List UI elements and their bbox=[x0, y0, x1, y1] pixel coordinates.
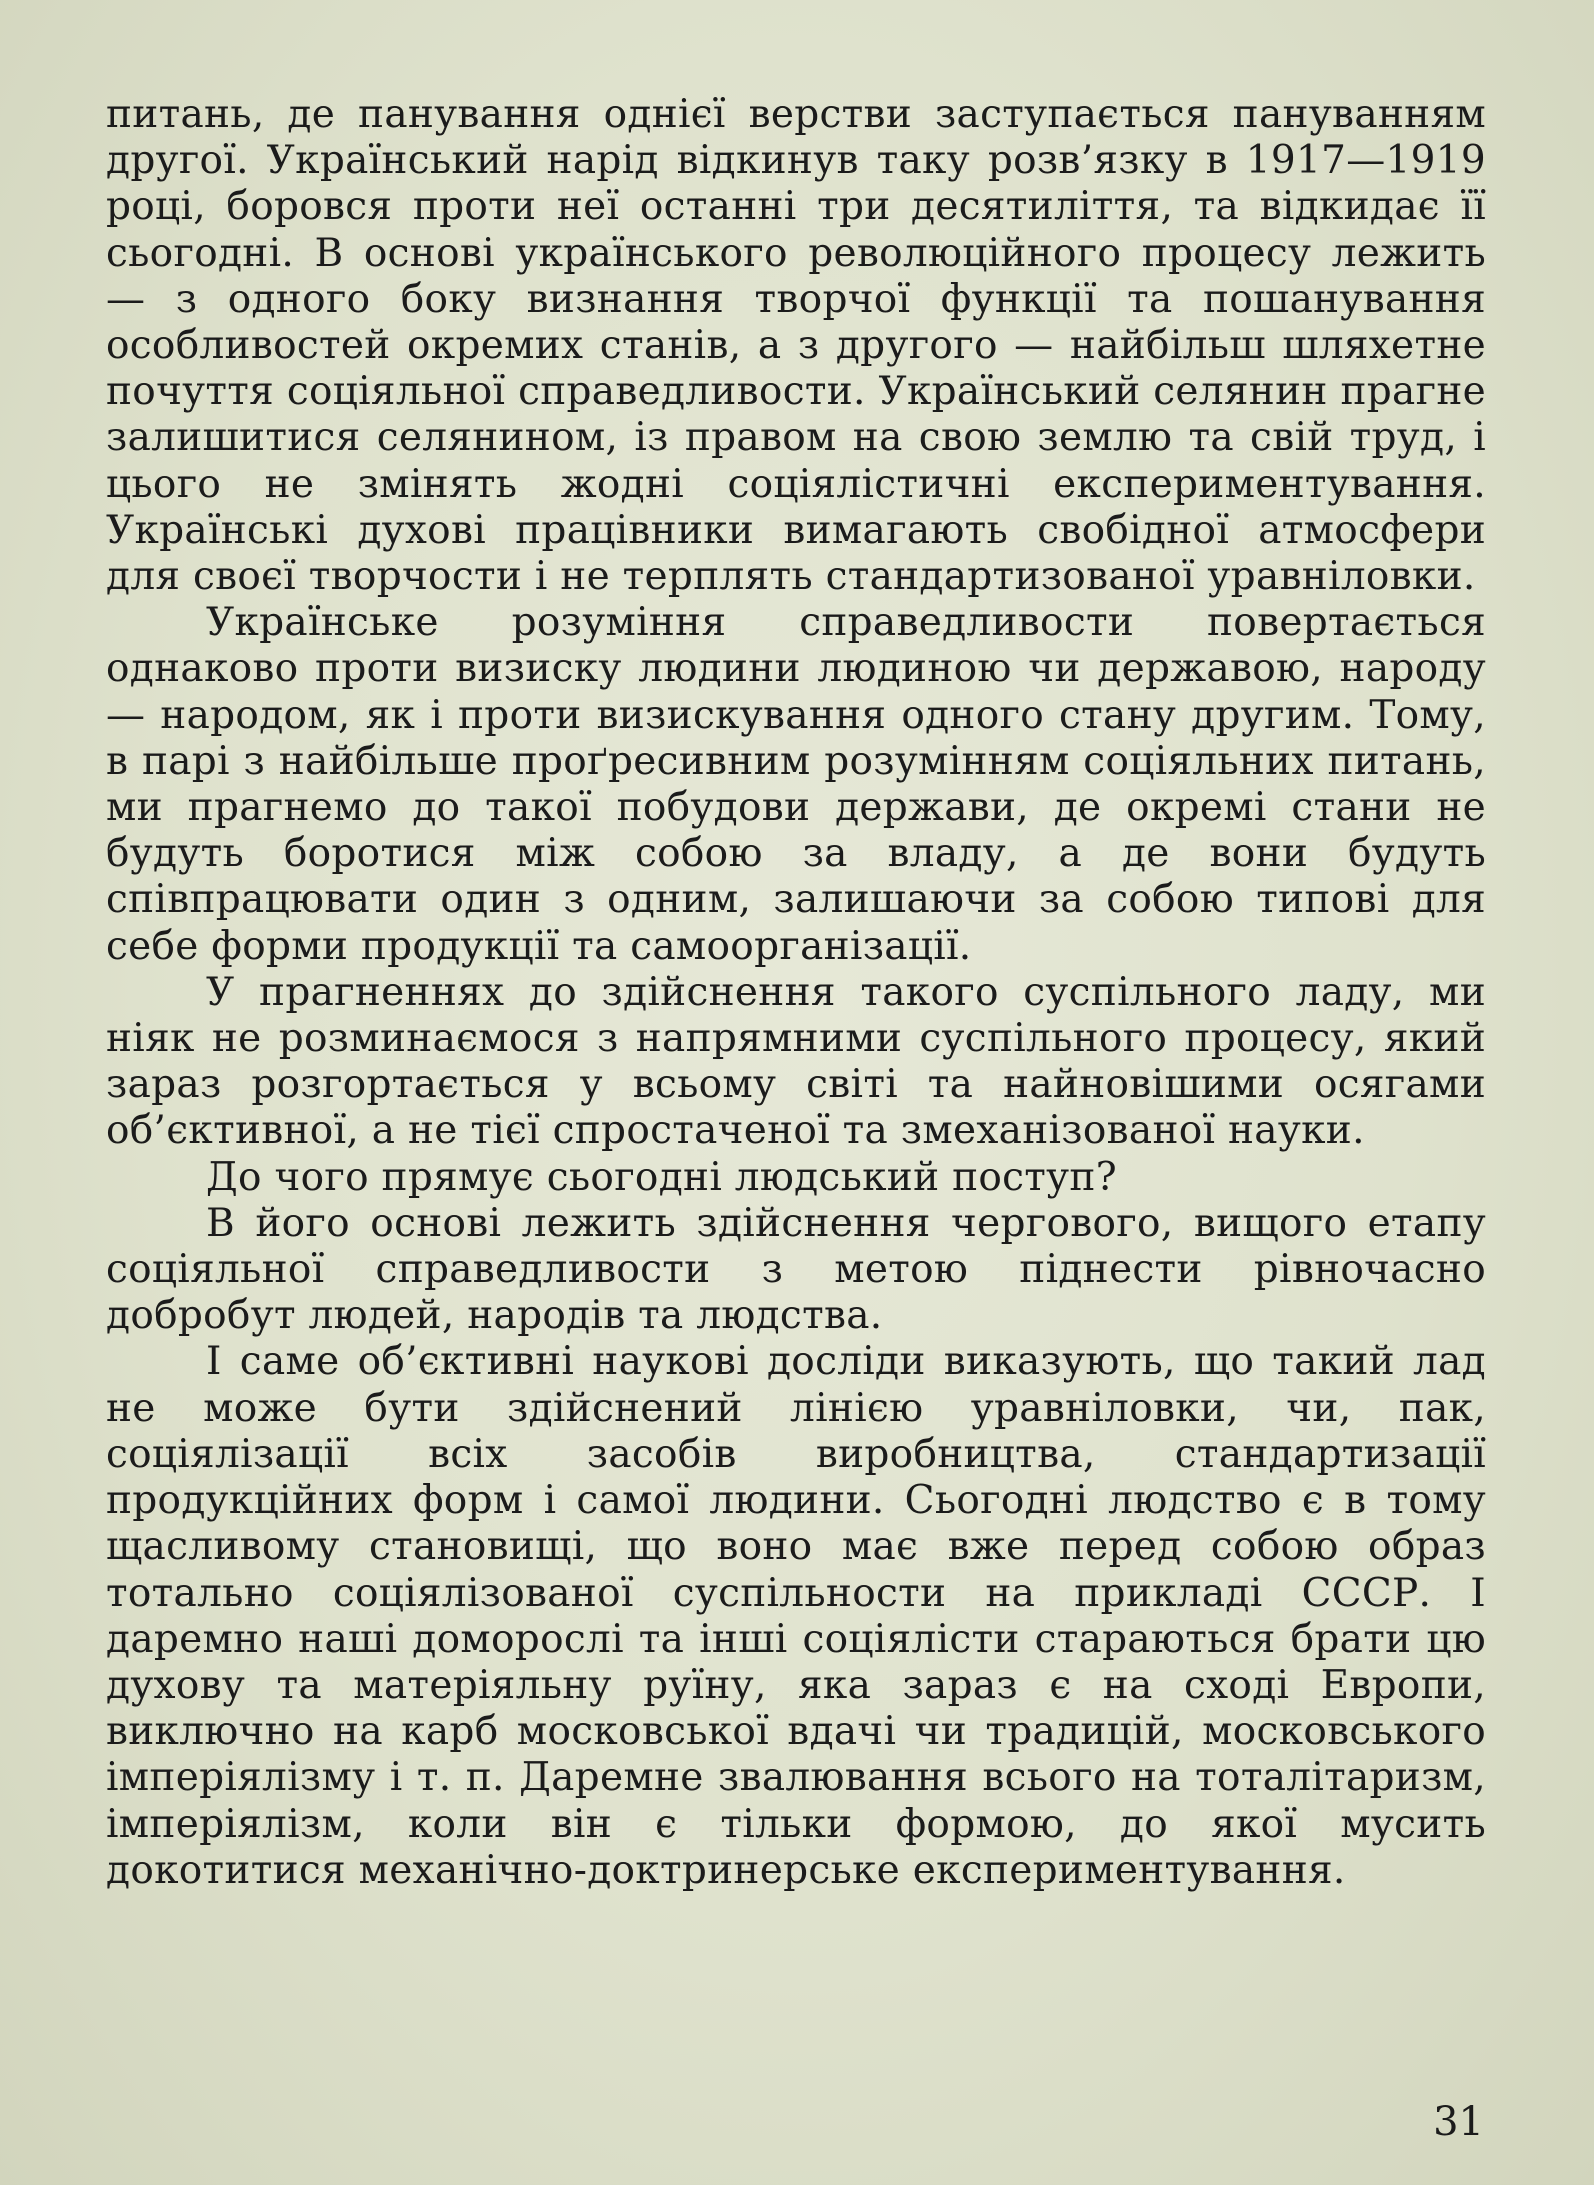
paragraph-1: питань, де панування однієї верстви заступається пануванням другої. Український нарід відкинув таку розв’язку в 1917—1919 році, боровся проти неї останні три десятиліття, та відкидає її сьогодні. В основі українського революційного процесу лежить — з одного боку визнання творчої функції та пошанування особливостей окремих станів, а з другого — найбільш шляхетне почуття соціяльної справедливости. Український селянин прагне залишитися селянином, із правом на свою землю та свій труд, і цього не змінять жодні соціялістичні експериментування. Українські духові працівники вимагають свобідної атмосфери для своєї творчости і не терплять стандартизованої уравніловки. bbox=[106, 92, 1486, 600]
paragraph-3: У прагненнях до здійснення такого суспільного ладу, ми ніяк не розминаємося з напрямними суспільного процесу, який зараз розгортається у всьому світі та найновішими осягами об’єктивної, а не тієї спростаченої та змеханізованої науки. bbox=[106, 969, 1486, 1154]
body-text bbox=[106, 92, 1486, 1894]
paragraph-5: В його основі лежить здійснення чергового, вищого етапу соціяльної справедливости з метою піднести рівночасно добробут людей, народів та людства. bbox=[106, 1200, 1486, 1339]
paragraph-2: Українське розуміння справедливости повертається однаково проти визиску людини людиною чи державою, народу — народом, як і проти визискування одного стану другим. Тому, в парі з найбільше проґресивним розумінням соціяльних питань, ми прагнемо до такої побудови держави, де окремі стани не будуть боротися між собою за владу, а де вони будуть співпрацювати один з одним, залишаючи за собою типові для себе форми продукції та самоорганізації. bbox=[106, 600, 1486, 969]
paragraph-4: До чого прямує сьогодні людський поступ? bbox=[206, 1154, 1117, 1200]
page-number: 31 bbox=[1433, 2099, 1484, 2145]
paragraph-6: І саме об’єктивні наукові досліди виказують, що такий лад не може бути здійснений лінією уравніловки, чи, пак, соціялізації всіх засобів виробництва, стандартизації продукційних форм і самої людини. Сьогодні людство є в тому щасливому становищі, що воно має вже перед собою образ тотально соціялізованої суспільности на прикладі СССР. І даремно наші доморослі та інші соціялісти стараються брати цю духову та матеріяльну руїну, яка зараз є на сході Европи, виключно на карб московської вдачі чи традицій, московського імперіялізму і т. п. Даремне звалювання всього на тоталітаризм, імперіялізм, коли він є тільки формою, до якої мусить докотитися механічно-доктринерське експериментування. bbox=[106, 1339, 1486, 1893]
